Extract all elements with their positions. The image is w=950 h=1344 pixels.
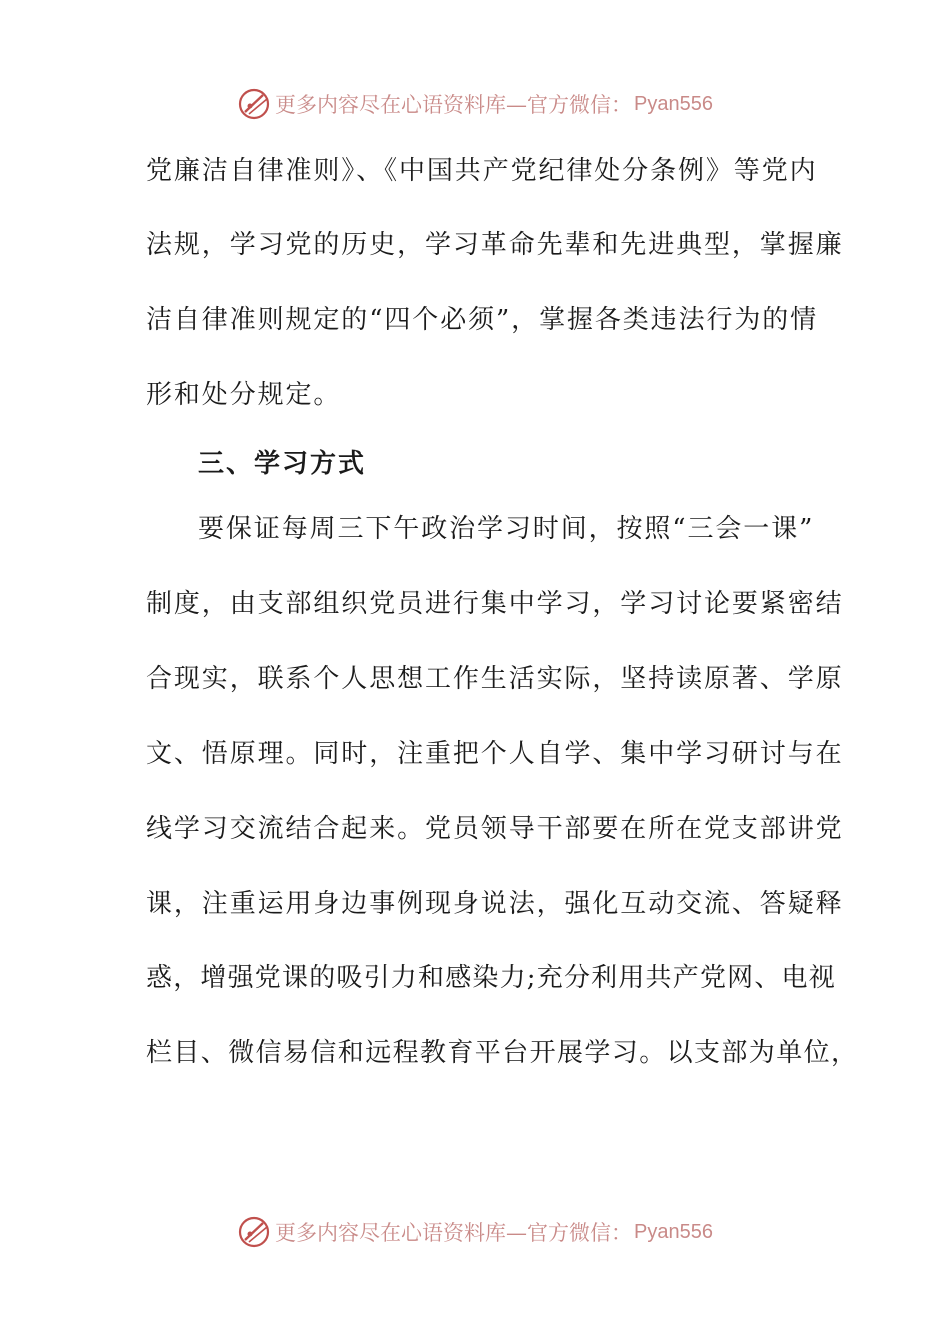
paragraph-line: 栏目、微信易信和远程教育平台开展学习。以支部为单位， [146, 1038, 859, 1068]
brand-logo-icon [237, 1215, 271, 1249]
paragraph-line: 合现实，联系个人思想工作生活实际，坚持读原著、学原 [146, 664, 844, 694]
section-heading: 三、学习方式 [198, 449, 367, 479]
watermark-wechat-id: Pyan556 [634, 1220, 713, 1243]
watermark-wechat-id: Pyan556 [634, 92, 713, 115]
paragraph-line: 文、悟原理。同时，注重把个人自学、集中学习研讨与在 [146, 739, 844, 769]
paragraph-line: 惑，增强党课的吸引力和感染力;充分利用共产党网、电视 [146, 963, 836, 993]
brand-logo-icon [237, 87, 271, 121]
paragraph-line: 党廉洁自律准则》、《中国共产党纪律处分条例》等党内 [146, 156, 818, 186]
paragraph-line: 线学习交流结合起来。党员领导干部要在所在党支部讲党 [146, 814, 844, 844]
paragraph-line: 要保证每周三下午政治学习时间，按照“三会一课” [198, 514, 815, 544]
watermark-text: 更多内容尽在心语资料库—官方微信： [275, 93, 633, 117]
paragraph-line: 制度，由支部组织党员进行集中学习，学习讨论要紧密结 [146, 589, 844, 619]
watermark-header [0, 84, 950, 124]
paragraph-line: 法规，学习党的历史，学习革命先辈和先进典型，掌握廉 [146, 230, 844, 260]
watermark-text: 更多内容尽在心语资料库—官方微信： [275, 1221, 633, 1245]
paragraph-line: 课，注重运用身边事例现身说法，强化互动交流、答疑释 [146, 889, 844, 919]
paragraph-line: 洁自律准则规定的“四个必须”，掌握各类违法行为的情 [146, 305, 819, 335]
watermark-footer [0, 1212, 950, 1252]
paragraph-line: 形和处分规定。 [146, 380, 342, 410]
